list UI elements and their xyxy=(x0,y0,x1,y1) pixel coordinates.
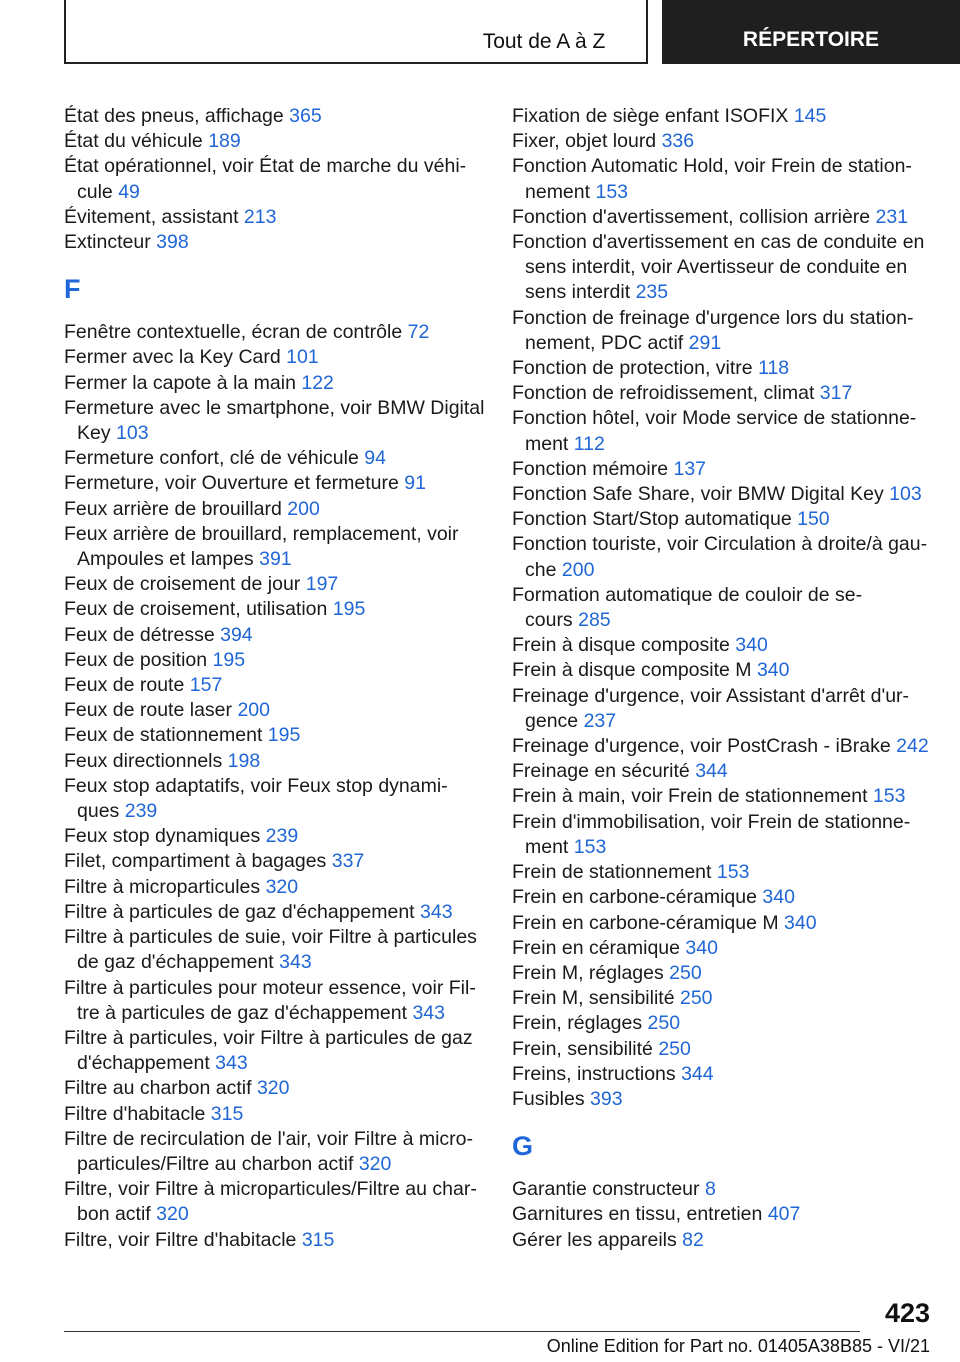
index-entry-text: Fermer la capote à la main xyxy=(64,371,296,394)
index-entry-text: nement, PDC actif xyxy=(525,331,684,354)
index-entry xyxy=(64,976,484,1026)
index-page-link[interactable]: 213 xyxy=(243,205,277,228)
index-page-link[interactable]: 195 xyxy=(267,724,301,747)
index-entry-text: Frein d'immobilisation, voir Frein de stationne- xyxy=(512,810,911,833)
index-page-link[interactable]: 101 xyxy=(286,346,319,369)
index-page-link[interactable]: 320 xyxy=(156,1203,189,1226)
index-entry-text: ment xyxy=(525,835,569,858)
index-entry xyxy=(512,860,932,885)
index-entry-text: Freins, instructions xyxy=(512,1062,676,1085)
index-entry-text: Frein de stationnement xyxy=(512,861,712,884)
index-page-link[interactable]: 231 xyxy=(875,205,909,228)
index-page-link[interactable]: 197 xyxy=(305,573,339,596)
index-page-link[interactable]: 239 xyxy=(124,800,158,823)
index-entry-text: Fonction Start/Stop automatique xyxy=(512,508,792,531)
index-page-link[interactable]: 394 xyxy=(220,623,253,646)
index-page-link[interactable]: 157 xyxy=(189,674,223,697)
index-entry-text: Fonction de protection, vitre xyxy=(512,357,753,380)
index-entry xyxy=(512,583,932,633)
index-entry-text: Fonction touriste, voir Circulation à droite/à gau- xyxy=(512,533,928,556)
index-entry xyxy=(64,1228,484,1253)
index-page-link[interactable]: 195 xyxy=(332,598,366,621)
index-entry xyxy=(64,824,484,849)
index-entry-text: Frein en carbone-céramique xyxy=(512,886,757,909)
index-entry xyxy=(512,810,932,860)
index-entry xyxy=(64,1127,484,1177)
index-entry-text: Filtre au charbon actif xyxy=(64,1077,252,1100)
index-page-link[interactable]: 344 xyxy=(695,760,728,783)
index-entry-text: Fonction d'avertissement en cas de conduite en xyxy=(512,231,925,254)
index-entry-text: Freinage en sécurité xyxy=(512,760,690,783)
tab-repertoire[interactable] xyxy=(662,0,960,64)
index-entry-text: Fonction Safe Share, voir BMW Digital Key xyxy=(512,483,884,506)
index-entry-text: sens interdit xyxy=(525,281,631,304)
index-entry xyxy=(512,482,932,507)
index-entry xyxy=(64,698,484,723)
index-entry-text: Feux de croisement de jour xyxy=(64,573,301,596)
page-number: 423 xyxy=(884,1298,930,1328)
index-entry-text: Frein en céramique xyxy=(512,936,680,959)
footer-edition: Online Edition for Part no. 01405A38B85 - VI/21 xyxy=(546,1336,930,1356)
index-entry-text: Freinage d'urgence, voir Assistant d'arrêt d'ur- xyxy=(512,684,910,707)
index-entry-text: Frein, réglages xyxy=(512,1012,643,1035)
index-entry xyxy=(512,684,932,734)
index-page-link[interactable]: 112 xyxy=(573,432,605,455)
index-page-link[interactable]: 153 xyxy=(872,785,906,808)
index-page-link[interactable]: 391 xyxy=(259,548,292,571)
index-page-link[interactable]: 118 xyxy=(758,357,790,380)
index-entry-text: Frein en carbone-céramique M xyxy=(512,911,779,934)
index-entry-text: Filtre à particules de suie, voir Filtre à particules xyxy=(64,926,477,949)
index-entry-text: Feux arrière de brouillard, remplacement, voir xyxy=(64,522,459,545)
index-entry xyxy=(512,658,932,683)
index-entry xyxy=(64,154,484,204)
index-entry-text: Fonction de refroidissement, climat xyxy=(512,382,815,405)
index-entry xyxy=(64,723,484,748)
tab-tout-de-a-a-z[interactable]: Tout de A à Z xyxy=(482,30,606,53)
index-entry xyxy=(64,597,484,622)
index-page-link[interactable]: 340 xyxy=(762,886,795,909)
index-entry-text: Filtre à microparticules xyxy=(64,875,261,898)
index-entry-text: Frein, sensibilité xyxy=(512,1037,653,1060)
index-page-link[interactable]: 82 xyxy=(682,1228,704,1251)
index-page-link[interactable]: 250 xyxy=(647,1012,681,1035)
index-page-link[interactable]: 315 xyxy=(210,1102,244,1125)
index-entry-text: Fermeture, voir Ouverture et fermeture xyxy=(64,472,399,495)
index-entry-text: Frein M, sensibilité xyxy=(512,987,675,1010)
index-entry xyxy=(64,129,484,154)
index-entry-text: Garnitures en tissu, entretien xyxy=(512,1203,763,1226)
index-entry-text: Feux de détresse xyxy=(64,623,215,646)
index-entry-text: Feux de position xyxy=(64,648,208,671)
index-entry xyxy=(512,1177,932,1202)
index-entry xyxy=(512,734,932,759)
index-page-link[interactable]: 200 xyxy=(287,497,320,520)
index-entry xyxy=(64,497,484,522)
index-entry xyxy=(64,396,484,446)
index-page-link[interactable]: 340 xyxy=(685,936,718,959)
index-entry-text: Filtre, voir Filtre à microparticules/Filtre au char- xyxy=(64,1178,477,1201)
index-page-link[interactable]: 153 xyxy=(595,180,629,203)
index-entry xyxy=(512,129,932,154)
index-entry-text: sens interdit, voir Avertisseur de conduite en xyxy=(525,256,908,279)
index-entry xyxy=(512,784,932,809)
index-entry-text: Fonction d'avertissement, collision arrière xyxy=(512,205,871,228)
index-entry xyxy=(64,749,484,774)
index-entry xyxy=(64,522,484,572)
footer-divider xyxy=(64,1331,860,1332)
index-entry xyxy=(512,1062,932,1087)
index-entry-text: Fermeture avec le smartphone, voir BMW Digital xyxy=(64,396,485,419)
index-page-link[interactable]: 198 xyxy=(227,749,261,772)
index-entry xyxy=(512,759,932,784)
index-page-link[interactable]: 49 xyxy=(118,180,140,203)
index-entry xyxy=(64,104,484,129)
index-page-link[interactable]: 320 xyxy=(358,1152,392,1175)
index-page-link[interactable]: 153 xyxy=(573,835,607,858)
index-page-link[interactable]: 150 xyxy=(797,508,830,531)
index-letter-heading: F xyxy=(64,274,81,305)
index-entry-text: bon actif xyxy=(77,1203,151,1226)
index-entry xyxy=(64,371,484,396)
index-entry xyxy=(64,648,484,673)
index-page-link[interactable]: 103 xyxy=(889,483,922,506)
index-entry-text: Key xyxy=(77,422,111,445)
index-letter-heading: G xyxy=(512,1131,534,1162)
tab-repertoire-label: RÉPERTOIRE xyxy=(742,28,880,51)
index-page-link[interactable]: 365 xyxy=(289,105,322,127)
index-entry xyxy=(512,885,932,910)
index-page-link[interactable]: 137 xyxy=(673,457,707,480)
index-entry xyxy=(512,1037,932,1062)
index-entry-text: Filtre à particules de gaz d'échappement xyxy=(64,900,415,923)
index-page-link[interactable]: 398 xyxy=(156,231,189,254)
index-entry-text: Fusibles xyxy=(512,1087,585,1110)
index-page-link[interactable]: 320 xyxy=(265,875,299,898)
index-page-link[interactable]: 235 xyxy=(635,281,669,304)
index-page-link[interactable]: 343 xyxy=(420,900,453,923)
index-page-link[interactable]: 315 xyxy=(301,1228,335,1251)
index-entry-text: Freinage d'urgence, voir PostCrash - iBrake xyxy=(512,735,891,758)
index-entry-text: Filet, compartiment à bagages xyxy=(64,850,327,873)
index-entry xyxy=(512,633,932,658)
index-page-link[interactable]: 145 xyxy=(793,105,827,127)
index-entry xyxy=(512,406,932,456)
index-page-link[interactable]: 153 xyxy=(716,861,750,884)
index-entry xyxy=(512,1202,932,1227)
index-entry xyxy=(512,532,932,582)
index-entry xyxy=(512,306,932,356)
index-entry-text: Feux de stationnement xyxy=(64,724,263,747)
index-entry xyxy=(512,356,932,381)
index-entry xyxy=(64,320,484,345)
index-entry-text: Gérer les appareils xyxy=(512,1228,677,1251)
index-page-link[interactable]: 242 xyxy=(896,735,929,758)
index-page-link[interactable]: 94 xyxy=(364,447,386,470)
index-page-link[interactable]: 291 xyxy=(688,331,722,354)
index-entry-text: État du véhicule xyxy=(64,130,203,153)
index-entry-text: Garantie constructeur xyxy=(512,1178,700,1201)
index-page-link[interactable]: 250 xyxy=(669,961,702,984)
index-page-link[interactable]: 407 xyxy=(767,1203,801,1226)
index-entry-text: Feux de croisement, utilisation xyxy=(64,598,328,621)
index-entry-text: Fonction hôtel, voir Mode service de stationne- xyxy=(512,407,917,430)
index-page-link[interactable]: 237 xyxy=(583,709,617,732)
index-page-link[interactable]: 250 xyxy=(679,987,713,1010)
index-page-link[interactable]: 393 xyxy=(590,1087,623,1110)
index-entry-text: Frein à disque composite M xyxy=(512,659,752,682)
index-entry xyxy=(512,230,932,306)
index-entry-text: che xyxy=(525,558,557,581)
index-entry-text: Filtre d'habitacle xyxy=(64,1102,206,1125)
index-entry xyxy=(64,345,484,370)
index-entry xyxy=(512,936,932,961)
index-entry-text: Feux de route xyxy=(64,674,185,697)
index-entry-text: Filtre à particules pour moteur essence, voir Fil- xyxy=(64,976,476,999)
index-page-link[interactable]: 8 xyxy=(704,1178,716,1201)
index-entry xyxy=(64,471,484,496)
index-entry xyxy=(64,1177,484,1227)
index-entry-text: État des pneus, affichage xyxy=(64,105,284,127)
index-entry xyxy=(64,875,484,900)
index-entry xyxy=(64,1076,484,1101)
index-entry xyxy=(512,1228,932,1253)
index-entry xyxy=(64,1026,484,1076)
index-entry-text: Évitement, assistant xyxy=(64,205,239,228)
index-entry-text: Fonction Automatic Hold, voir Frein de station- xyxy=(512,155,912,178)
index-entry-text: de gaz d'échappement xyxy=(77,951,274,974)
index-entry-text: Frein à main, voir Frein de stationnement xyxy=(512,785,868,808)
index-entry-text: Feux directionnels xyxy=(64,749,223,772)
index-page-link[interactable]: 320 xyxy=(256,1077,290,1100)
index-page-link[interactable]: 343 xyxy=(215,1052,248,1075)
index-entry xyxy=(64,572,484,597)
index-entry xyxy=(512,911,932,936)
index-entry xyxy=(512,381,932,406)
index-page-link[interactable]: 343 xyxy=(412,1001,445,1024)
index-entry xyxy=(64,900,484,925)
index-page-link[interactable]: 72 xyxy=(407,321,430,344)
index-entry-text: particules/Filtre au charbon actif xyxy=(77,1152,354,1175)
index-entry xyxy=(64,925,484,975)
index-entry-text: nement xyxy=(525,180,591,203)
index-entry-text: Formation automatique de couloir de se- xyxy=(512,583,863,606)
index-entry xyxy=(64,774,484,824)
index-entry-text: Fonction mémoire xyxy=(512,457,669,480)
index-entry xyxy=(512,986,932,1011)
index-entry-text: gence xyxy=(525,709,579,732)
index-entry xyxy=(512,961,932,986)
index-page-link[interactable]: 337 xyxy=(331,850,365,873)
index-page-link[interactable]: 122 xyxy=(301,371,334,394)
index-page-link[interactable]: 336 xyxy=(661,130,695,153)
index-entry xyxy=(512,154,932,204)
index-entry xyxy=(512,1011,932,1036)
index-entry-text: Fonction de freinage d'urgence lors du station- xyxy=(512,306,914,329)
index-entry-text: Frein à disque composite xyxy=(512,634,730,657)
index-entry-text: Fixation de siège enfant ISOFIX xyxy=(512,105,789,127)
index-entry-text: Filtre, voir Filtre d'habitacle xyxy=(64,1228,297,1251)
index-page-link[interactable]: 340 xyxy=(735,634,768,657)
index-page-link[interactable]: 344 xyxy=(681,1062,714,1085)
index-page-link[interactable]: 189 xyxy=(208,130,241,153)
index-entry-text: Feux de route laser xyxy=(64,699,233,722)
index-column-left xyxy=(64,104,484,1253)
index-entry xyxy=(64,230,484,255)
index-page-link[interactable]: 340 xyxy=(784,911,817,934)
index-entry-text: Fermeture confort, clé de véhicule xyxy=(64,447,359,470)
index-entry-text: Filtre de recirculation de l'air, voir Filtre à micro- xyxy=(64,1127,474,1150)
index-page-link[interactable]: 317 xyxy=(819,382,853,405)
index-page-link[interactable]: 200 xyxy=(237,699,270,722)
index-entry xyxy=(512,1087,932,1112)
index-entry xyxy=(512,104,932,129)
index-entry-text: Fenêtre contextuelle, écran de contrôle xyxy=(64,321,403,344)
index-entry-text: Feux stop dynamiques xyxy=(64,825,261,848)
index-entry xyxy=(512,457,932,482)
index-entry-text: ques xyxy=(77,800,120,823)
index-entry-text: Extincteur xyxy=(64,231,151,254)
index-page-link[interactable]: 239 xyxy=(265,825,299,848)
index-entry xyxy=(512,507,932,532)
index-page-link[interactable]: 200 xyxy=(561,558,595,581)
index-entry-text: Frein M, réglages xyxy=(512,961,664,984)
index-entry xyxy=(64,623,484,648)
index-entry-text: d'échappement xyxy=(77,1052,210,1075)
index-entry-text: ment xyxy=(525,432,569,455)
index-page-link[interactable]: 103 xyxy=(116,422,149,445)
index-entry-text: Filtre à particules, voir Filtre à particules de gaz xyxy=(64,1026,473,1049)
index-entry-text: Feux stop adaptatifs, voir Feux stop dynami- xyxy=(64,774,448,797)
index-entry-text: cours xyxy=(525,609,573,632)
index-entry-text: Ampoules et lampes xyxy=(77,548,254,571)
index-entry-text: Fermer avec la Key Card xyxy=(64,346,281,369)
index-page-link[interactable]: 343 xyxy=(279,951,312,974)
index-page-link[interactable]: 250 xyxy=(658,1037,691,1060)
index-entry-text: État opérationnel, voir État de marche du véhi- xyxy=(64,155,467,178)
index-entry xyxy=(64,205,484,230)
index-page-link[interactable]: 285 xyxy=(578,609,611,632)
index-entry-text: cule xyxy=(77,180,113,203)
index-entry-text: tre à particules de gaz d'échappement xyxy=(77,1001,408,1024)
index-entry-text: Feux arrière de brouillard xyxy=(64,497,282,520)
index-entry xyxy=(64,673,484,698)
index-page-link[interactable]: 195 xyxy=(212,648,246,671)
index-entry xyxy=(64,1102,484,1127)
index-column-right xyxy=(512,104,932,1253)
index-page-link[interactable]: 91 xyxy=(404,472,426,495)
index-entry xyxy=(64,446,484,471)
index-page-link[interactable]: 340 xyxy=(756,659,790,682)
index-entry-text: Fixer, objet lourd xyxy=(512,130,657,153)
index-entry xyxy=(64,849,484,874)
index-entry xyxy=(512,205,932,230)
